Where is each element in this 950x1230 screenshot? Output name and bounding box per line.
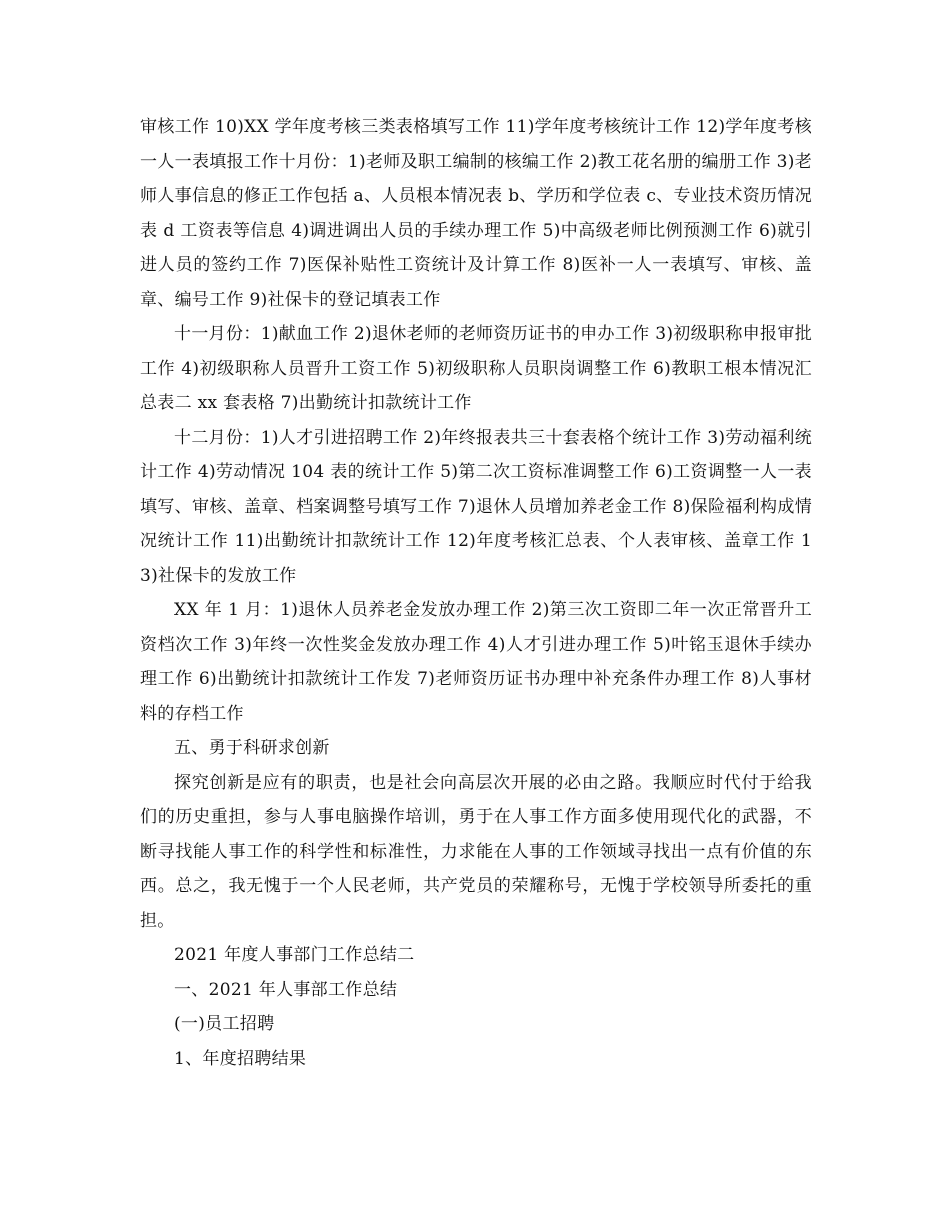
paragraph-january: XX 年 1 月：1)退休人员养老金发放办理工作 2)第三次工资即二年一次正常晋升工资档次工作 3)年终一次性奖金发放办理工作 4)人才引进办理工作 5)叶铭玉退休手续办理工作 6)出勤统计扣款统计工作发 7)老师资历证书办理中补充条件办理工作 8)人事材料的存档工作 (140, 600, 812, 724)
paragraph-innovation: 探究创新是应有的职责，也是社会向高层次开展的必由之路。我顺应时代付于给我们的历史重担，参与人事电脑操作培训，勇于在人事工作方面多使用现代化的武器，不断寻找能人事工作的科学性和标准性，力求能在人事的工作领域寻找出一点有价值的东西。总之，我无愧于一个人民老师，共产党员的荣耀称号，无愧于学校领导所委托的重担。 (140, 772, 812, 931)
section-heading-1: 一、2021 年人事部工作总结 (174, 979, 398, 1000)
document-body (140, 110, 812, 1076)
paragraph-october-continued: 审核工作 10)XX 学年度考核三类表格填写工作 11)学年度考核统计工作 12)学年度考核一人一表填报工作十月份：1)老师及职工编制的核编工作 2)教工花名册的编册工作 3)老师人事信息的修正工作包括 a、人员根本情况表 b、学历和学位表 c、专业技术资历情况表 d 工资表等信息 4)调进调出人员的手续办理工作 5)中高级老师比例预测工作 6)就引进人员的签约工作 7)医保补贴性工资统计及计算工作 8)医补一人一表填写、审核、盖章、编号工作 9)社保卡的登记填表工作 (140, 117, 812, 310)
item-heading-annual-results: 1、年度招聘结果 (174, 1048, 307, 1069)
paragraph-november: 十一月份：1)献血工作 2)退休老师的老师资历证书的申办工作 3)初级职称申报审批工作 4)初级职称人员晋升工资工作 5)初级职称人员职岗调整工作 6)教职工根本情况汇总表二 xx 套表格 7)出勤统计扣款统计工作 (140, 324, 812, 413)
paragraph-december: 十二月份：1)人才引进招聘工作 2)年终报表共三十套表格个统计工作 3)劳动福利统计工作 4)劳动情况 104 表的统计工作 5)第二次工资标准调整工作 6)工资调整一人一表填写、审核、盖章、档案调整号填写工作 7)退休人员增加养老金工作 8)保险福利构成情况统计工作 11)出勤统计扣款统计工作 12)年度考核汇总表、个人表审核、盖章工作 13)社保卡的发放工作 (140, 427, 812, 586)
subsection-heading-recruitment: (一)员工招聘 (174, 1014, 275, 1034)
section-heading-innovation: 五、勇于科研求创新 (174, 738, 330, 758)
document-title-2: 2021 年度人事部门工作总结二 (174, 945, 415, 965)
